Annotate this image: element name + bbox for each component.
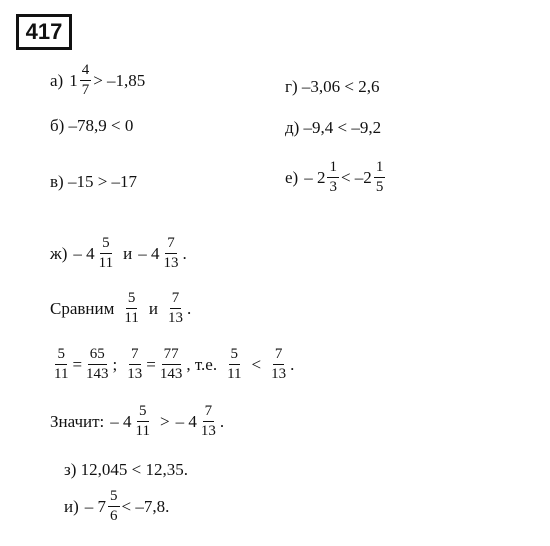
item-zh-whole-2: – 4 — [138, 243, 160, 263]
item-e — [285, 159, 387, 196]
fraction-denominator: 13 — [163, 255, 179, 271]
item-zh-fraction-1 — [97, 235, 115, 272]
item-zh-label: ж) — [50, 243, 68, 263]
item-zh-fraction-2 — [161, 235, 180, 272]
fraction-numerator: 5 — [55, 346, 67, 365]
fraction-denominator: 11 — [124, 310, 139, 326]
fraction-denominator: 7 — [81, 82, 90, 98]
fraction-numerator: 5 — [229, 346, 241, 365]
item-a-rest: > –1,85 — [93, 70, 146, 90]
calc-end: . — [290, 354, 295, 374]
fraction-numerator: 77 — [162, 346, 181, 365]
fraction-numerator: 5 — [108, 488, 120, 507]
calc-line — [50, 346, 294, 383]
fraction-denominator: 13 — [127, 366, 143, 382]
item-i-label: и) — [64, 496, 79, 516]
fraction-denominator: 6 — [110, 508, 118, 524]
item-e-whole-1: – 2 — [304, 167, 326, 187]
fraction-numerator: 1 — [327, 159, 339, 178]
fraction-denominator: 11 — [54, 366, 69, 382]
calc-te: , т.е. — [186, 354, 218, 374]
fraction-numerator: 7 — [203, 403, 215, 422]
compare-end: . — [186, 298, 192, 318]
fraction-numerator: 7 — [129, 346, 141, 365]
fraction-denominator: 143 — [86, 366, 109, 382]
item-zh — [50, 235, 187, 272]
conclusion-fraction-2 — [199, 403, 218, 440]
calc-separator: ; — [112, 354, 118, 374]
fraction-denominator: 13 — [167, 310, 183, 326]
calc-fraction-2 — [84, 346, 111, 383]
conclusion-end: . — [219, 411, 225, 431]
fraction-denominator: 11 — [227, 366, 242, 382]
item-e-operator: < –2 — [340, 167, 372, 187]
fraction-numerator: 7 — [273, 346, 285, 365]
fraction-numerator: 1 — [374, 159, 386, 178]
item-e-fraction-2 — [374, 159, 386, 196]
fraction-numerator: 7 — [170, 290, 182, 309]
fraction-denominator: 11 — [98, 255, 114, 271]
conclusion-whole-1: – 4 — [110, 411, 132, 431]
item-i-whole: – 7 — [84, 496, 107, 516]
item-zh-whole-1: – 4 — [73, 243, 95, 263]
item-i-fraction — [108, 488, 120, 525]
fraction-denominator: 11 — [135, 423, 150, 439]
fraction-numerator: 7 — [165, 235, 177, 254]
item-z: з) 12,045 < 12,35. — [64, 460, 188, 479]
item-i-rest: < –7,8. — [121, 496, 170, 516]
conclusion-fraction-1 — [134, 403, 152, 440]
conclusion-whole-2: – 4 — [175, 411, 197, 431]
item-zh-conjunction: и — [123, 243, 133, 263]
conclusion-greater-than: > — [159, 411, 170, 431]
item-v: в) –15 > –17 — [50, 172, 138, 191]
fraction-denominator: 5 — [375, 179, 384, 195]
fraction-denominator: 143 — [159, 366, 183, 382]
calc-fraction-6 — [269, 346, 288, 383]
conclusion-line — [50, 403, 224, 440]
item-i — [64, 488, 169, 525]
item-a-whole: 1 — [69, 70, 78, 90]
fraction-denominator: 13 — [200, 423, 216, 439]
fraction-denominator: 3 — [329, 179, 337, 195]
fraction-denominator: 13 — [271, 366, 287, 382]
item-zh-end: . — [182, 243, 187, 263]
calc-fraction-5 — [225, 346, 243, 383]
fraction-numerator: 5 — [126, 290, 138, 309]
compare-line — [50, 290, 191, 327]
calc-equals-2: = — [146, 354, 156, 374]
fraction-numerator: 5 — [137, 403, 149, 422]
conclusion-label: Значит: — [50, 411, 105, 431]
calc-equals-1: = — [72, 354, 83, 374]
compare-fraction-2 — [166, 290, 185, 327]
compare-conjunction: и — [148, 298, 158, 318]
calc-fraction-3 — [125, 346, 144, 383]
item-e-label: е) — [285, 167, 299, 187]
item-b: б) –78,9 < 0 — [50, 116, 134, 135]
item-d: д) –9,4 < –9,2 — [285, 118, 382, 137]
item-a — [50, 62, 145, 99]
fraction-numerator: 65 — [88, 346, 107, 365]
calc-less-than: < — [251, 354, 262, 374]
fraction-numerator: 4 — [80, 62, 92, 81]
calc-fraction-4 — [158, 346, 185, 383]
item-a-label: а) — [50, 70, 64, 90]
calc-fraction-1 — [52, 346, 70, 383]
item-g: г) –3,06 < 2,6 — [285, 77, 380, 96]
item-e-fraction-1 — [327, 159, 339, 196]
compare-fraction-1 — [122, 290, 140, 327]
item-a-fraction — [80, 62, 92, 99]
compare-label: Сравним — [50, 298, 115, 318]
fraction-numerator: 5 — [100, 235, 112, 254]
exercise-number-badge: 417 — [16, 14, 72, 50]
